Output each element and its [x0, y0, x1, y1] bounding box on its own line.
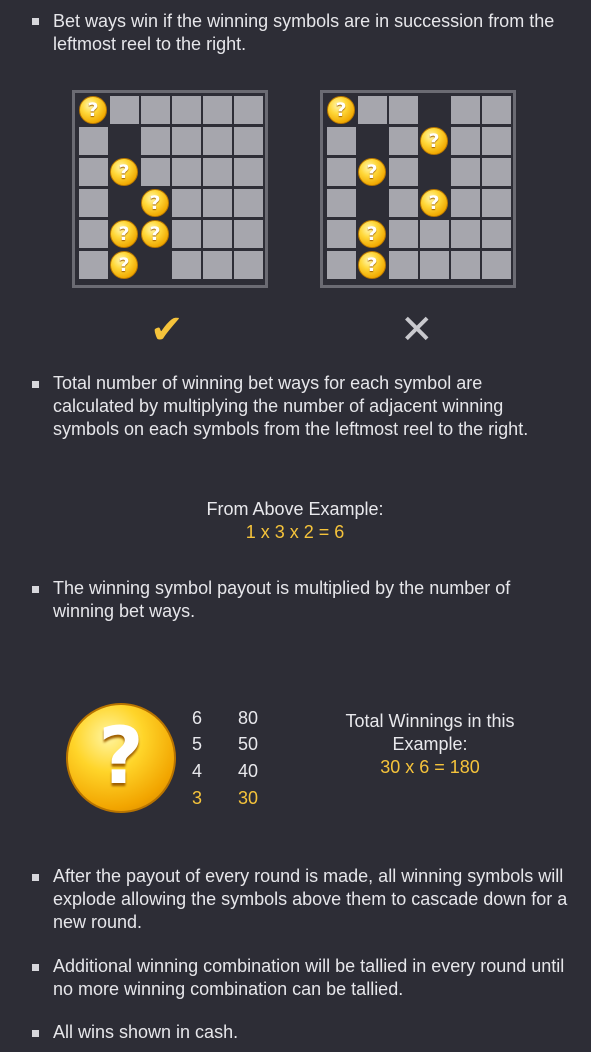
rule-text-5: Additional winning combination will be tallied in every round until no more winning combination can be tallied.: [53, 956, 565, 999]
mystery-symbol-icon: ?: [358, 158, 386, 186]
reel-cell: [79, 127, 108, 155]
reel-cell: [79, 251, 108, 279]
bullet: [32, 18, 39, 25]
reel-cell: [203, 189, 232, 217]
reel-cell: [234, 220, 263, 248]
mystery-symbol-icon: ?: [141, 189, 169, 217]
rule-text-4: After the payout of every round is made, all winning symbols will explode allowing the symbols above them to cascade down for a new round.: [53, 866, 568, 932]
reel-cell: [358, 96, 387, 124]
mystery-symbol-icon: ?: [420, 189, 448, 217]
bullet: [32, 381, 39, 388]
paytable-value: 30: [238, 788, 259, 808]
calc-formula: 1 x 3 x 2 = 6: [245, 522, 345, 542]
reel-cell: [79, 220, 108, 248]
paytable-value: 50: [238, 734, 259, 754]
reel-cell: [389, 127, 418, 155]
reel-cell: [172, 158, 201, 186]
reel-cell: [327, 158, 356, 186]
rule-text-2: Total number of winning bet ways for each symbol are calculated by multiplying the number of adjacent winning symbols on each symbols from the leftmost reel to the right.: [53, 373, 529, 439]
rule-text-6: All wins shown in cash.: [53, 1022, 239, 1042]
reel-cell: [203, 158, 232, 186]
reel-cell: [234, 158, 263, 186]
reel-cell: [234, 189, 263, 217]
reel-cell: [141, 96, 170, 124]
reel-cell: [482, 251, 511, 279]
reel-cell: [451, 189, 480, 217]
reel-cell: [451, 127, 480, 155]
check-icon: ✔: [150, 307, 184, 353]
reel-cell: [79, 158, 108, 186]
reel-cell: [451, 220, 480, 248]
reel-cell: [420, 220, 449, 248]
reel-cell: [327, 251, 356, 279]
reel-cell: [451, 251, 480, 279]
reel-cell: [141, 127, 170, 155]
reel-cell: [482, 96, 511, 124]
mystery-symbol-icon: ?: [110, 220, 138, 248]
reel-cell: [172, 96, 201, 124]
reel-cell: [389, 220, 418, 248]
reel-cell: [327, 220, 356, 248]
paytable-value: 80: [238, 708, 259, 728]
bullet: [32, 1030, 39, 1037]
rule-text-1: Bet ways win if the winning symbols are in succession from the leftmost reel to the right.: [53, 11, 555, 54]
mystery-symbol-icon: ?: [141, 220, 169, 248]
reel-cell: [327, 189, 356, 217]
bullet: [32, 964, 39, 971]
reel-cell: [482, 189, 511, 217]
rule-text-3: The winning symbol payout is multiplied by the number of winning bet ways.: [53, 578, 511, 621]
reel-cell: [79, 189, 108, 217]
reel-cell: [482, 127, 511, 155]
total-winnings-label-line1: Total Winnings in this: [345, 711, 515, 731]
reel-cell: [110, 96, 139, 124]
mystery-symbol-icon: ?: [110, 158, 138, 186]
reel-cell: [172, 220, 201, 248]
reel-cell: [234, 96, 263, 124]
reel-cell: [482, 158, 511, 186]
reel-grid-valid-example: [72, 90, 268, 288]
reel-cell: [420, 251, 449, 279]
reel-cell: [203, 220, 232, 248]
bullet: [32, 586, 39, 593]
paytable-count: 5: [192, 734, 203, 754]
bullet: [32, 874, 39, 881]
reel-cell: [389, 96, 418, 124]
reel-cell: [234, 127, 263, 155]
reel-cell: [172, 189, 201, 217]
paytable-count: 4: [192, 761, 203, 781]
mystery-symbol-icon: ?: [66, 703, 176, 813]
mystery-symbol-icon: ?: [79, 96, 107, 124]
calc-label: From Above Example:: [206, 499, 384, 519]
reel-grid-invalid-example: [320, 90, 516, 288]
reel-cell: [203, 127, 232, 155]
reel-cell: [203, 251, 232, 279]
paytable-count: 3: [192, 788, 203, 808]
reel-cell: [482, 220, 511, 248]
reel-cell: [172, 127, 201, 155]
mystery-symbol-icon: ?: [420, 127, 448, 155]
mystery-symbol-icon: ?: [358, 251, 386, 279]
mystery-symbol-icon: ?: [358, 220, 386, 248]
mystery-symbol-icon: ?: [327, 96, 355, 124]
mystery-symbol-icon: ?: [110, 251, 138, 279]
paytable-value: 40: [238, 761, 259, 781]
total-winnings-formula: 30 x 6 = 180: [380, 757, 480, 777]
reel-cell: [451, 96, 480, 124]
reel-cell: [327, 127, 356, 155]
reel-cell: [141, 158, 170, 186]
reel-cell: [389, 251, 418, 279]
reel-cell: [451, 158, 480, 186]
paytable-count: 6: [192, 708, 203, 728]
reel-cell: [203, 96, 232, 124]
cross-icon: ✕: [400, 307, 434, 353]
reel-cell: [389, 189, 418, 217]
reel-cell: [234, 251, 263, 279]
total-winnings-label-line2: Example:: [392, 734, 468, 754]
reel-cell: [172, 251, 201, 279]
reel-cell: [389, 158, 418, 186]
